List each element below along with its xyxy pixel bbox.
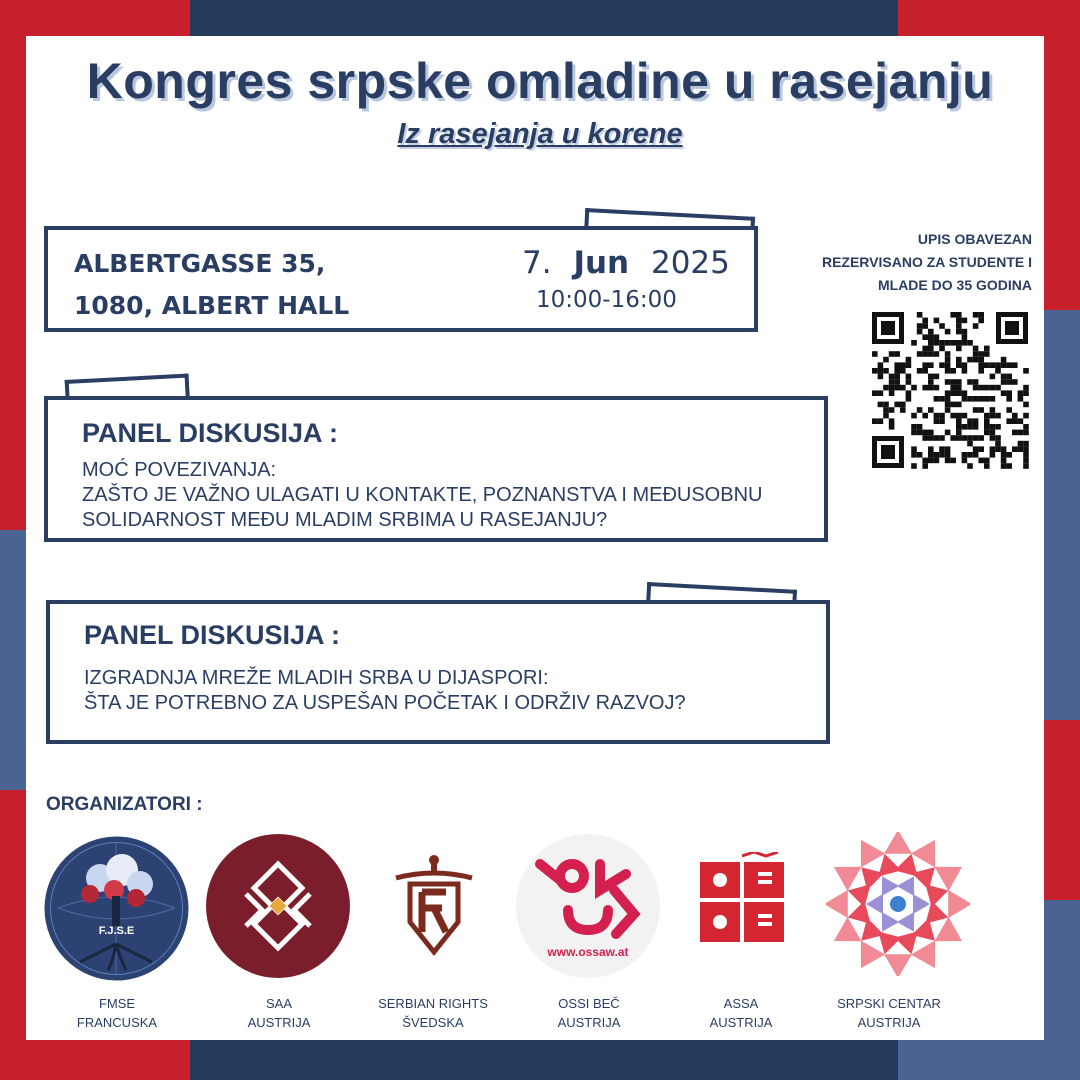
organizer-1-caption [42,994,192,1032]
srpski-centar-petal [911,833,947,868]
srpski-centar-logo[interactable] [826,832,970,976]
panel-1-box [44,396,828,542]
organizer-5-caption [666,994,816,1032]
ossaw-logo-text: www.ossaw.at [547,945,629,959]
frame-right-red [1044,720,1080,900]
srpski-centar-petal [934,917,969,953]
registration-line-2: REZERVISANO ZA STUDENTE I [821,254,1032,270]
date-year: 2025 [650,245,730,281]
srpski-centar-petal [884,832,912,854]
registration-line-1: UPIS OBAVEZAN [917,231,1032,247]
ossaw-icon [516,834,660,978]
panel-2-line-2: ŠTA JE POTREBNO ZA USPEŠAN POČETAK I ODRŽIV RAZVOJ? [84,692,686,714]
organizer-3-caption [358,994,508,1032]
qr-code-icon[interactable] [870,310,1030,470]
organizer-4-caption [514,994,664,1032]
panel-1-line-1: MOĆ POVEZIVANJA: [82,459,277,481]
panel-1-line-3: SOLIDARNOST MEĐU MLADIM SRBIMA U RASEJANJU? [82,509,608,531]
panel-2-line-1: IZGRADNJA MREŽE MLADIH SRBA U DIJASPORI: [84,667,549,689]
organizer-1-name: FMSE [98,996,136,1011]
date-month: Jun [573,245,630,281]
fjse-tree-logo[interactable] [44,836,189,981]
event-info-box [44,226,758,332]
organizer-6-name: SRPSKI CENTAR [837,996,941,1011]
srpski-centar-petal [948,890,970,918]
srpski-centar-petal [866,894,883,914]
page-title: Kongres srpske omladine u rasejanju [86,53,994,109]
serbian-rights-icon [388,852,480,962]
srpski-centar-petal [827,917,862,953]
frame-bottom-navy [190,1040,898,1080]
srpski-centar-petal [884,954,912,976]
panel-1-line-2: ZAŠTO JE VAŽNO ULAGATI U KONTAKTE, POZNANSTVA I MEĐUSOBNU [82,484,763,506]
address-line-1: ALBERTGASSE 35, [74,249,326,278]
assa-book-logo[interactable] [694,852,790,948]
serbian-rights-logo[interactable] [388,852,480,962]
organizer-5-name: ASSA [723,996,759,1011]
date-day: 7. [522,245,552,281]
organizer-6-caption [814,994,964,1032]
registration-line-3: MLADE DO 35 GODINA [877,277,1032,293]
organizer-1-country: FRANCUSKA [76,1015,158,1030]
srpski-centar-petal [934,855,969,891]
srpski-centar-petal [826,890,848,918]
organizer-3-name: SERBIAN RIGHTS [378,996,488,1011]
saa-pattern-icon [206,834,350,978]
srpski-centar-petal [911,940,947,975]
srpski-centar-petal [849,940,885,975]
organizer-6-country: AUSTRIJA [857,1015,921,1030]
organizer-3-country: ŠVEDSKA [402,1015,464,1030]
panel-2-text [84,666,686,716]
panel-2-box [46,600,830,744]
fjse-tree-icon [44,836,189,981]
organizer-2-country: AUSTRIJA [247,1015,311,1030]
organizer-4-name: OSSI BEČ [558,996,620,1011]
assa-book-icon [694,852,790,948]
organizer-2-caption [204,994,354,1032]
panel-2-heading: PANEL DISKUSIJA : [84,620,341,650]
srpski-centar-petal [849,833,885,868]
frame-right-slate [1044,310,1080,720]
saa-pattern-logo[interactable] [206,834,350,978]
organizer-4-country: AUSTRIJA [557,1015,621,1030]
panel-1-heading: PANEL DISKUSIJA : [82,418,339,448]
srpski-centar-petal [827,855,862,891]
frame-top-navy [190,0,898,36]
srpski-centar-icon [826,832,970,976]
registration-note [780,228,1032,297]
ossaw-logo[interactable] [516,834,660,978]
event-date [522,245,730,281]
address-line-2: 1080, ALBERT HALL [74,291,350,320]
panel-1-text [82,458,762,533]
srpski-centar-petal [913,894,930,914]
organizer-2-name: SAA [265,996,292,1011]
page-subtitle: Iz rasejanja u korene [397,118,683,150]
frame-left-slate [0,530,26,790]
event-time: 10:00-16:00 [536,287,677,313]
address [74,243,349,327]
organizers-heading: ORGANIZATORI : [46,794,203,815]
organizer-5-country: AUSTRIJA [709,1015,773,1030]
qr-code-graphic [870,310,1030,470]
fjse-logo-text: F.J.S.E [98,925,135,937]
